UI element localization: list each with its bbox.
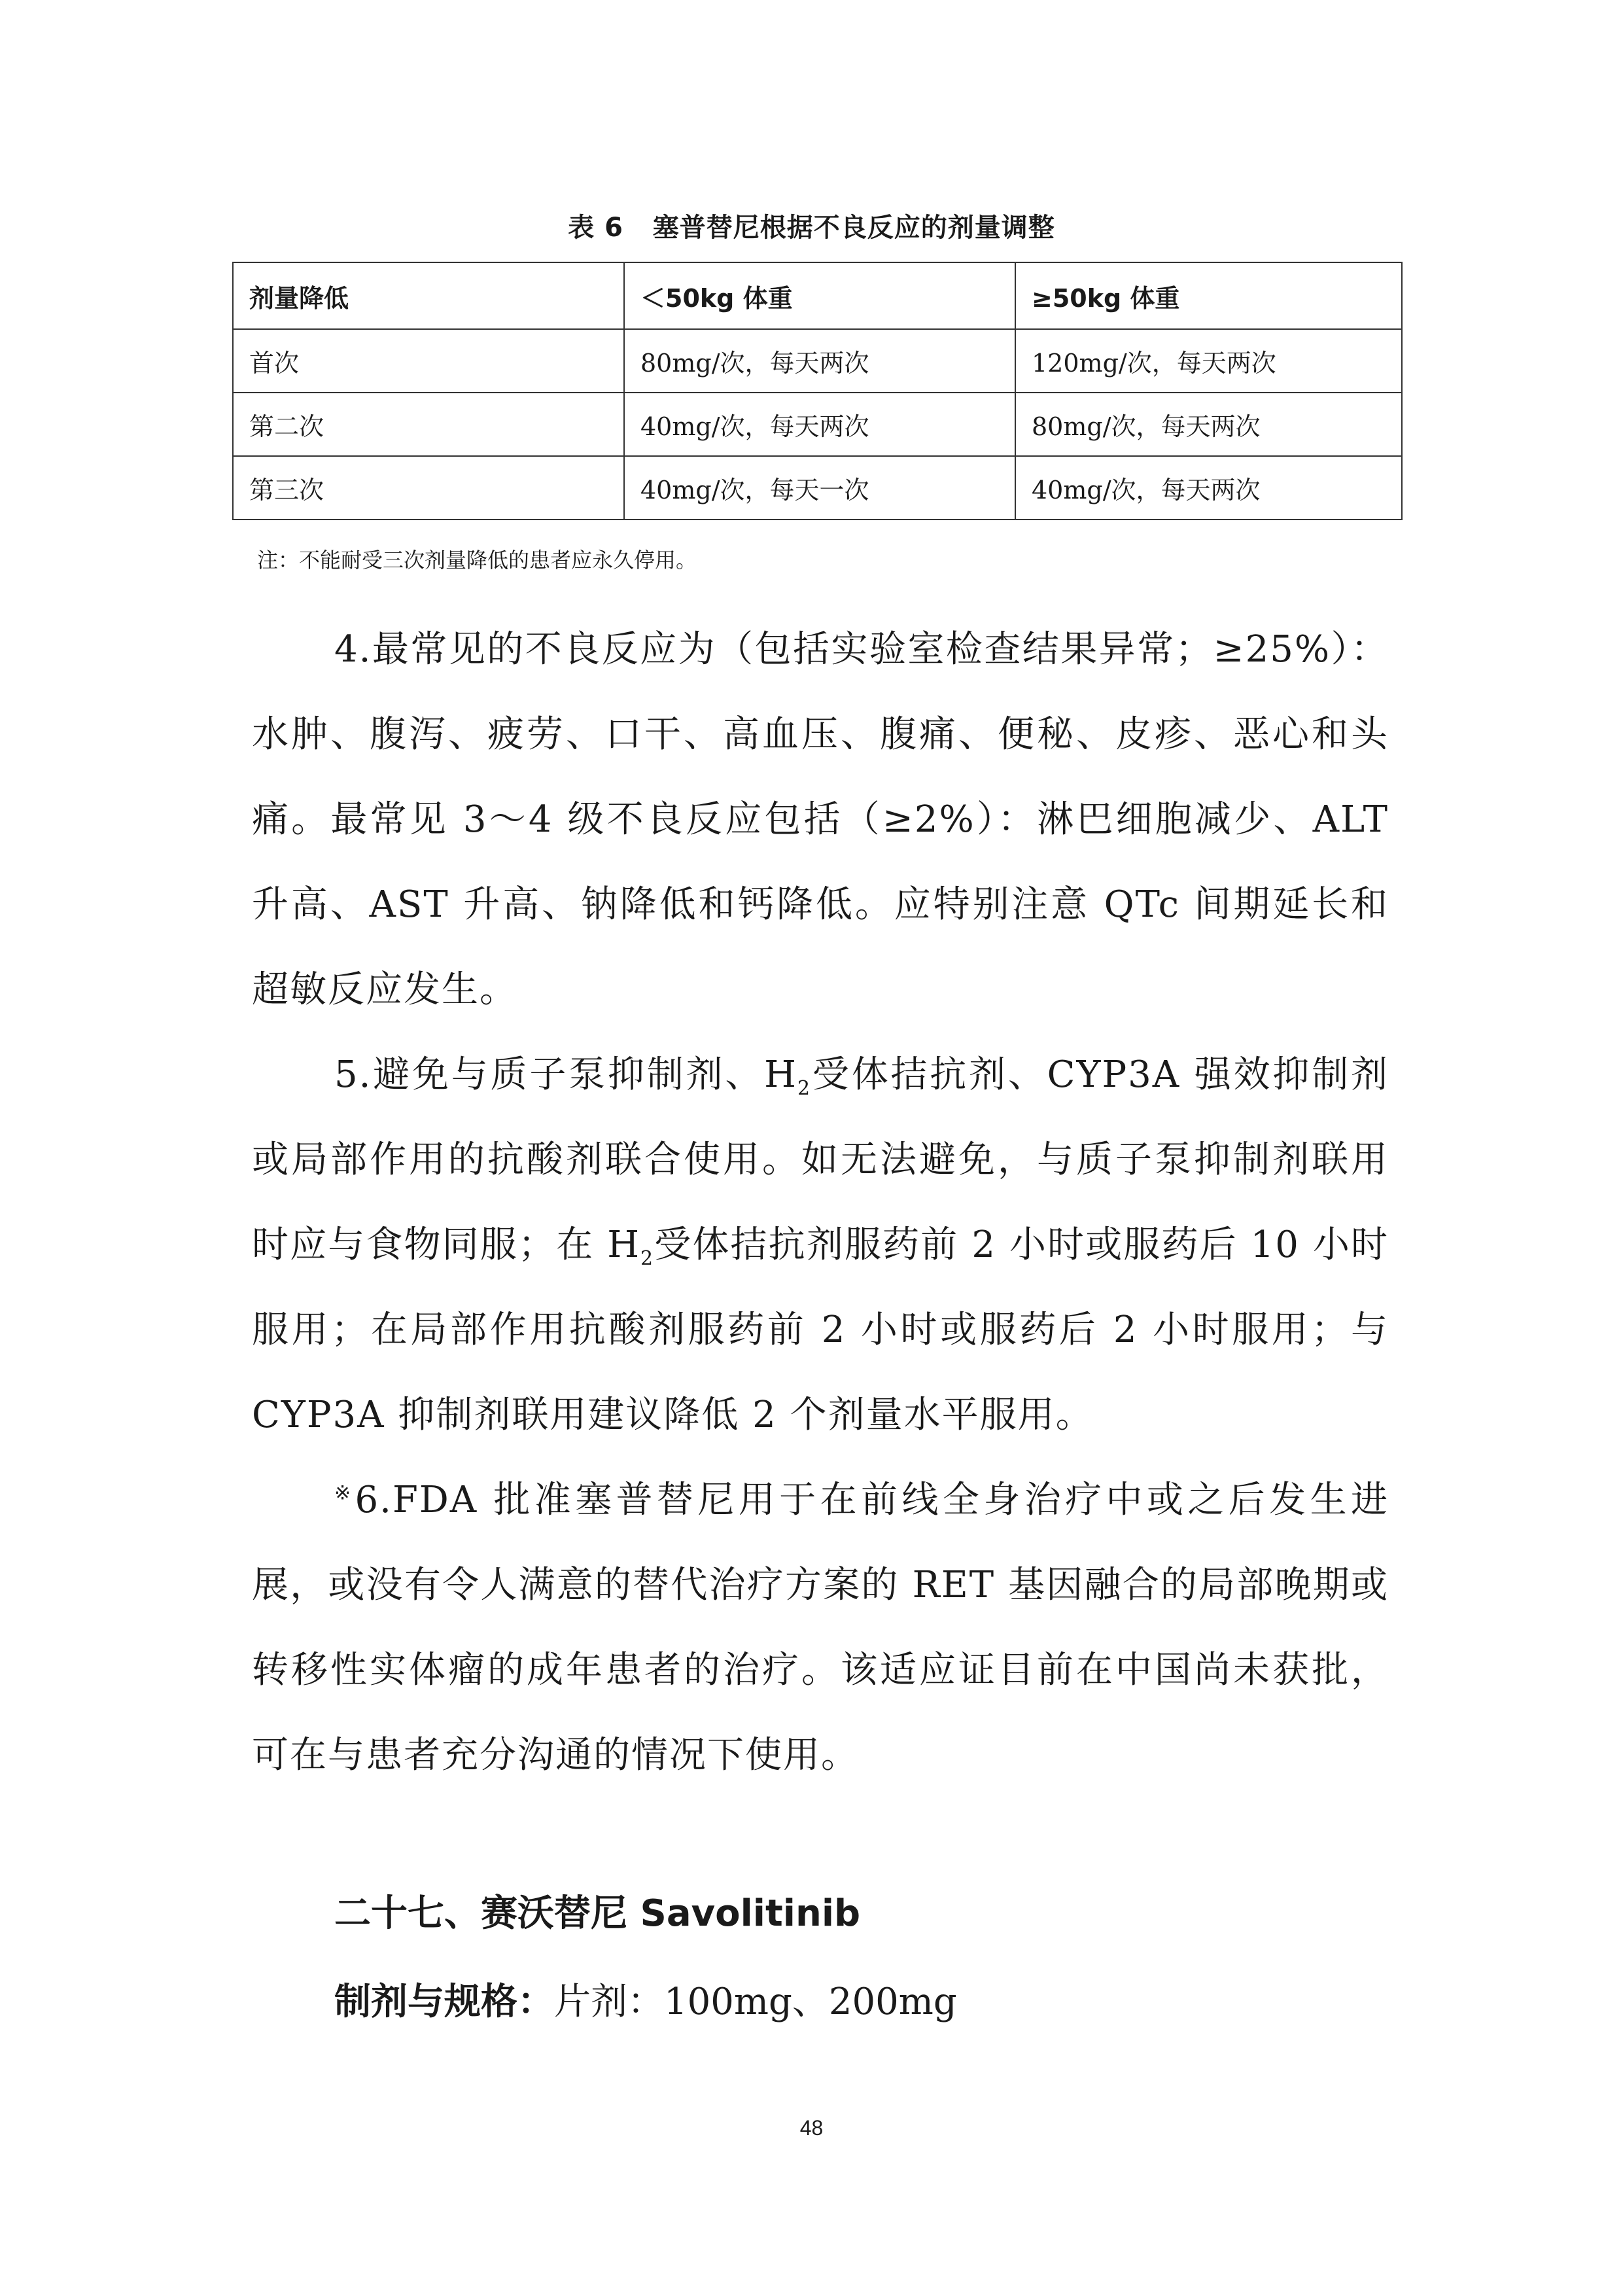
formulation-spec	[334, 1973, 957, 2032]
table-note: 注：不能耐受三次剂量降低的患者应永久停用。	[257, 548, 697, 573]
h2-subscript: 2	[797, 1077, 812, 1101]
spec-label: 制剂与规格：	[334, 1981, 554, 2023]
table-cell: 40mg/次，每天两次	[624, 393, 1015, 456]
table-row	[233, 393, 1402, 456]
paragraph-4: 4.最常见的不良反应为（包括实验室检查结果异常；≥25%）：水肿、腹泻、疲劳、口干、高血压、腹痛、便秘、皮疹、恶心和头痛。最常见 3～4 级不良反应包括（≥2%）：淋巴细胞减少、ALT 升高、AST 升高、钠降低和钙降低。应特别注意 QTc 间期延长和超敏反应发生。	[252, 628, 1389, 1011]
paragraph-6-text: 6.FDA 批准塞普替尼用于在前线全身治疗中或之后发生进展，或没有令人满意的替代治疗方案的 RET 基因融合的局部晚期或转移性实体瘤的成年患者的治疗。该适应证目前在中国尚未获批，可在与患者充分沟通的情况下使用。	[252, 1479, 1389, 1776]
paragraph-5-part-3: 受体拮抗剂服药前 2 小时或服药后 10 小时服用；在局部作用抗酸剂服药前 2 小时或服药后 2 小时服用；与 CYP3A 抑制剂联用建议降低 2 个剂量水平服用。	[252, 1224, 1389, 1436]
paragraph-5-part-1: 5.避免与质子泵抑制剂、H	[334, 1053, 798, 1096]
paragraph-5	[252, 1033, 1389, 1458]
table-cell: 第三次	[233, 456, 624, 520]
table-cell: 80mg/次，每天两次	[624, 329, 1015, 393]
table-cell: 第二次	[233, 393, 624, 456]
reference-mark: ※	[334, 1481, 355, 1505]
table-cell: 首次	[233, 329, 624, 393]
table-title: 表 6 塞普替尼根据不良反应的剂量调整	[568, 213, 1055, 243]
h2-subscript: 2	[640, 1247, 655, 1271]
table-cell: 80mg/次，每天两次	[1015, 393, 1402, 456]
dose-adjustment-table	[232, 262, 1403, 520]
column-header-under-50kg: ＜50kg 体重	[624, 262, 1015, 329]
spec-value: 片剂：100mg、200mg	[554, 1981, 957, 2023]
section-heading: 二十七、赛沃替尼 Savolitinib	[334, 1892, 861, 1935]
column-header-50kg-and-over: ≥50kg 体重	[1015, 262, 1402, 329]
table-header-row	[233, 262, 1402, 329]
page-number: 48	[799, 2116, 824, 2140]
table-cell: 40mg/次，每天一次	[624, 456, 1015, 520]
paragraph-6	[252, 1458, 1389, 1798]
table-cell: 40mg/次，每天两次	[1015, 456, 1402, 520]
table-row	[233, 456, 1402, 520]
column-header-dose-reduction: 剂量降低	[233, 262, 624, 329]
table-row	[233, 329, 1402, 393]
table-cell: 120mg/次，每天两次	[1015, 329, 1402, 393]
paragraph-5-part-2: 受体拮抗剂、CYP3A 强效抑制剂或局部作用的抗酸剂联合使用。如无法避免，与质子泵抑制剂联用时应与食物同服；在 H	[252, 1053, 1389, 1266]
body-text	[252, 607, 1389, 1798]
